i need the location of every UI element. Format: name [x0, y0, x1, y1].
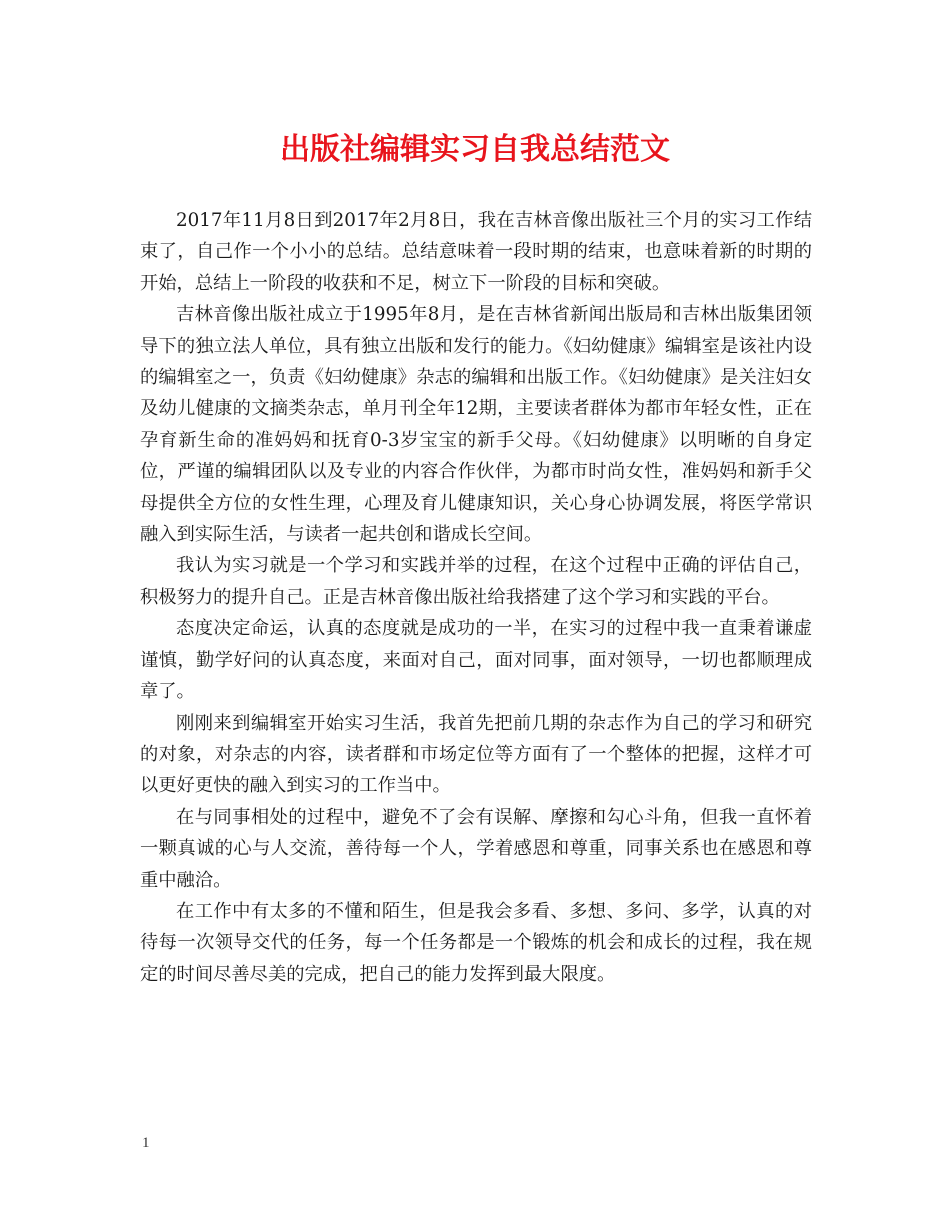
page-number: 1 [142, 1135, 150, 1151]
paragraph: 在工作中有太多的不懂和陌生，但是我会多看、多想、多问、多学，认真的对待每一次领导交代的任务，每一个任务都是一个锻炼的机会和成长的过程，我在规定的时间尽善尽美的完成，把自己的能力发挥到最大限度。 [140, 900, 812, 985]
paragraph: 吉林音像出版社成立于1995年8月，是在吉林省新闻出版局和吉林出版集团领导下的独立法人单位，具有独立出版和发行的能力。《妇幼健康》编辑室是该社内设的编辑室之一，负责《妇幼健康》杂志的编辑和出版工作。《妇幼健康》是关注妇女及幼儿健康的文摘类杂志，单月刊全年12期，主要读者群体为都市年轻女性，正在孕育新生命的准妈妈和抚育0-3岁宝宝的新手父母。《妇幼健康》以明晰的自身定位，严谨的编辑团队以及专业的内容合作伙伴，为都市时尚女性，准妈妈和新手父母提供全方位的女性生理，心理及育儿健康知识，关心身心协调发展，将医学常识融入到实际生活，与读者一起共创和谐成长空间。 [140, 304, 812, 546]
paragraph: 态度决定命运，认真的态度就是成功的一半，在实习的过程中我一直秉着谦虚谨慎，勤学好问的认真态度，来面对自己，面对同事，面对领导，一切也都顺理成章了。 [140, 618, 812, 703]
paragraph: 刚刚来到编辑室开始实习生活，我首先把前几期的杂志作为自己的学习和研究的对象，对杂志的内容，读者群和市场定位等方面有了一个整体的把握，这样才可以更好更快的融入到实习的工作当中。 [140, 712, 812, 797]
document-body [140, 205, 812, 990]
paragraph: 我认为实习就是一个学习和实践并举的过程，在这个过程中正确的评估自己，积极努力的提升自己。正是吉林音像出版社给我搭建了这个学习和实践的平台。 [140, 555, 812, 608]
paragraph: 在与同事相处的过程中，避免不了会有误解、摩擦和勾心斗角，但我一直怀着一颗真诚的心与人交流，善待每一个人，学着感恩和尊重，同事关系也在感恩和尊重中融洽。 [140, 806, 812, 891]
paragraph: 2017年11月8日到2017年2月8日，我在吉林音像出版社三个月的实习工作结束了，自己作一个小小的总结。总结意味着一段时期的结束，也意味着新的时期的开始，总结上一阶段的收获和不足，树立下一阶段的目标和突破。 [140, 210, 812, 294]
document-title: 出版社编辑实习自我总结范文 [280, 132, 670, 167]
